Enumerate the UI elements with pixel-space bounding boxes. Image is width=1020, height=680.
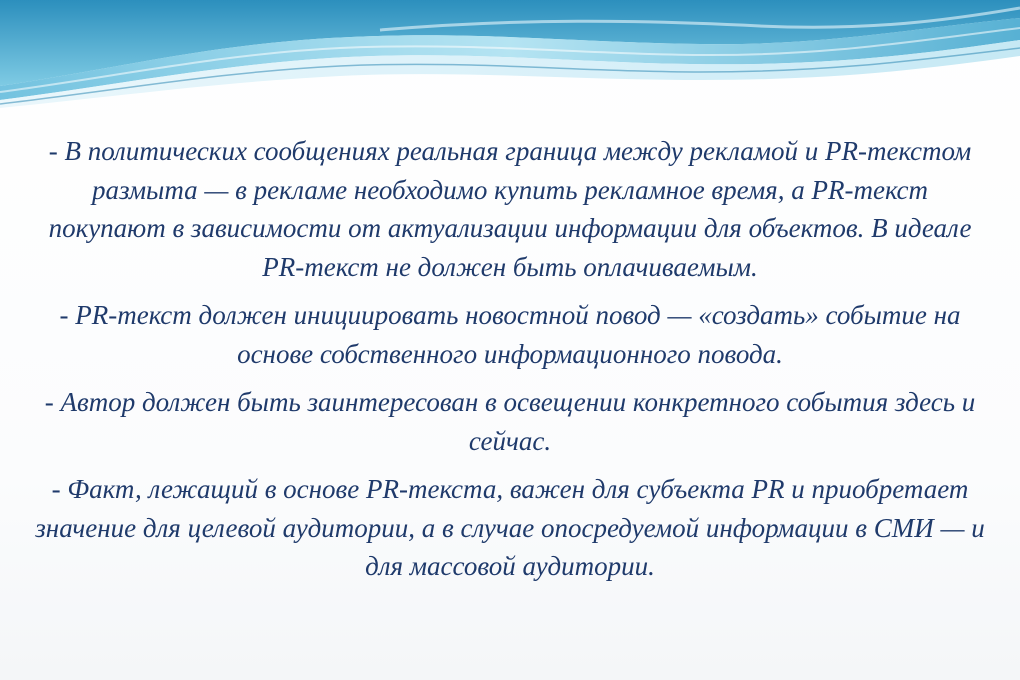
paragraph-political-messages: - В политических сообщениях реальная граница между рекламой и PR-текстом размыта — в рекламе необходимо купить рекламное время, а PR-текст покупают в зависимости от актуализации информации для объектов. В идеале PR-текст не должен быть оплачиваемым. <box>48 136 972 282</box>
paragraph-fact-basis: - Факт, лежащий в основе PR-текста, важен для субъекта PR и приобретает значение для целевой аудитории, а в случае опосредуемой информации в СМИ — и для массовой аудитории. <box>35 474 985 581</box>
paragraph-news-hook: - PR-текст должен инициировать новостной повод — «создать» событие на основе собственного информационного повода. <box>59 300 961 369</box>
paragraph-author-interest: - Автор должен быть заинтересован в освещении конкретного события здесь и сейчас. <box>44 387 976 456</box>
wave-header-decoration <box>0 0 1020 110</box>
slide-body-text <box>34 132 986 586</box>
